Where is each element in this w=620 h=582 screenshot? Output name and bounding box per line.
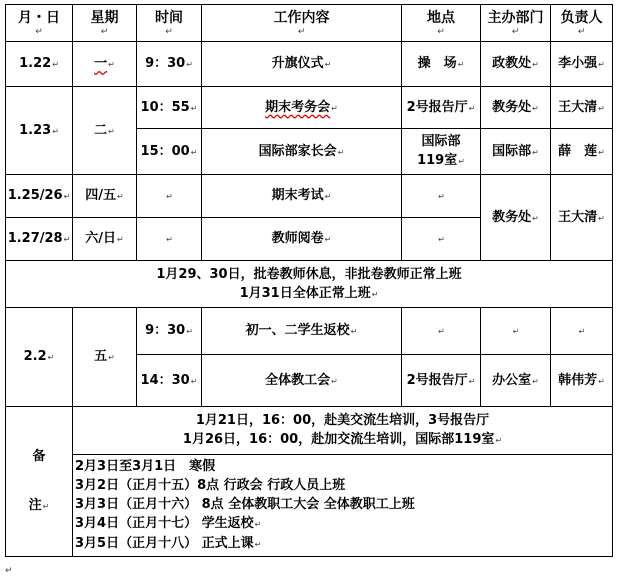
- header-place: 地点 ↵: [402, 5, 481, 42]
- date-cell: 1.22↵: [6, 42, 73, 87]
- schedule-table: [5, 4, 613, 557]
- time-cell: ↵: [137, 175, 202, 218]
- time-cell: 9：30↵: [137, 308, 202, 355]
- header-dept: 主办部门 ↵: [481, 5, 551, 42]
- weekday-cell: 二↵: [73, 87, 137, 175]
- header-row: [6, 5, 613, 42]
- dept-cell: 教务处↵: [481, 87, 551, 129]
- person-cell: 李小强↵: [551, 42, 613, 87]
- content-cell: 升旗仪式↵: [202, 42, 402, 87]
- header-person: 负责人 ↵: [551, 5, 613, 42]
- table-row: [6, 407, 613, 455]
- table-row: [6, 261, 613, 308]
- list-item: 3月5日（正月十八） 正式上课↵: [75, 536, 262, 551]
- content-cell: 教师阅卷↵: [202, 218, 402, 261]
- person-cell: 韩伟芳↵: [551, 355, 613, 407]
- content-cell: 国际部家长会↵: [202, 129, 402, 175]
- remarks-label-cell: 备 注↵: [6, 407, 73, 557]
- header-content: 工作内容 ↵: [202, 5, 402, 42]
- header-weekday: 星期 ↵: [73, 5, 137, 42]
- header-time: 时间 ↵: [137, 5, 202, 42]
- date-cell: 2.2↵: [6, 308, 73, 407]
- place-cell: ↵: [402, 218, 481, 261]
- time-cell: ↵: [137, 218, 202, 261]
- dept-cell: ↵: [481, 308, 551, 355]
- remarks-list-cell: [73, 455, 613, 557]
- time-cell: 14：30↵: [137, 355, 202, 407]
- person-cell: 薛 莲↵: [551, 129, 613, 175]
- place-cell: 操 场↵: [402, 42, 481, 87]
- table-row: [6, 42, 613, 87]
- person-cell: 王大清↵: [551, 87, 613, 129]
- time-cell: 10：55↵: [137, 87, 202, 129]
- dept-cell: 国际部↵: [481, 129, 551, 175]
- place-cell: ↵: [402, 308, 481, 355]
- table-row: [6, 455, 613, 557]
- list-item: 3月3日（正月十六） 8点 全体教职工大会 全体教职工上班: [75, 497, 415, 512]
- dept-cell: 办公室↵: [481, 355, 551, 407]
- paragraph-mark: ↵: [5, 566, 13, 576]
- table-row: [6, 87, 613, 129]
- weekday-cell: 一↵: [73, 42, 137, 87]
- place-cell: ↵: [402, 175, 481, 218]
- table-row: [6, 175, 613, 218]
- dept-cell: 教务处↵: [481, 175, 551, 261]
- weekday-cell: 六/日↵: [73, 218, 137, 261]
- time-cell: 9：30↵: [137, 42, 202, 87]
- content-cell: 初一、二学生返校↵: [202, 308, 402, 355]
- place-cell: 国际部 119室↵: [402, 129, 481, 175]
- place-cell: 2号报告厅↵: [402, 355, 481, 407]
- date-cell: 1.23↵: [6, 87, 73, 175]
- list-item: 2月3日至3月1日 寒假: [75, 459, 216, 474]
- place-cell: 2号报告厅↵: [402, 87, 481, 129]
- remarks-center-cell: 1月21日，16：00，赴美交流生培训，3号报告厅 1月26日，16：00，赴加交流生培训，国际部119室↵: [73, 407, 613, 455]
- content-cell: 全体教工会↵: [202, 355, 402, 407]
- table-row: [6, 308, 613, 355]
- date-cell: 1.25/26↵: [6, 175, 73, 218]
- person-cell: 王大清↵: [551, 175, 613, 261]
- notice-cell: 1月29、30日，批卷教师休息，非批卷教师正常上班 1月31日全体正常上班↵: [6, 261, 613, 308]
- list-item: 3月2日（正月十五）8点 行政会 行政人员上班: [75, 478, 346, 493]
- date-cell: 1.27/28↵: [6, 218, 73, 261]
- weekday-cell: 五↵: [73, 308, 137, 407]
- list-item: 3月4日（正月十七） 学生返校↵: [75, 516, 262, 531]
- content-cell: 期末考务会↵: [202, 87, 402, 129]
- header-date: 月・日 ↵: [6, 5, 73, 42]
- person-cell: ↵: [551, 308, 613, 355]
- content-cell: 期末考试↵: [202, 175, 402, 218]
- dept-cell: 政教处↵: [481, 42, 551, 87]
- weekday-cell: 四/五↵: [73, 175, 137, 218]
- time-cell: 15：00↵: [137, 129, 202, 175]
